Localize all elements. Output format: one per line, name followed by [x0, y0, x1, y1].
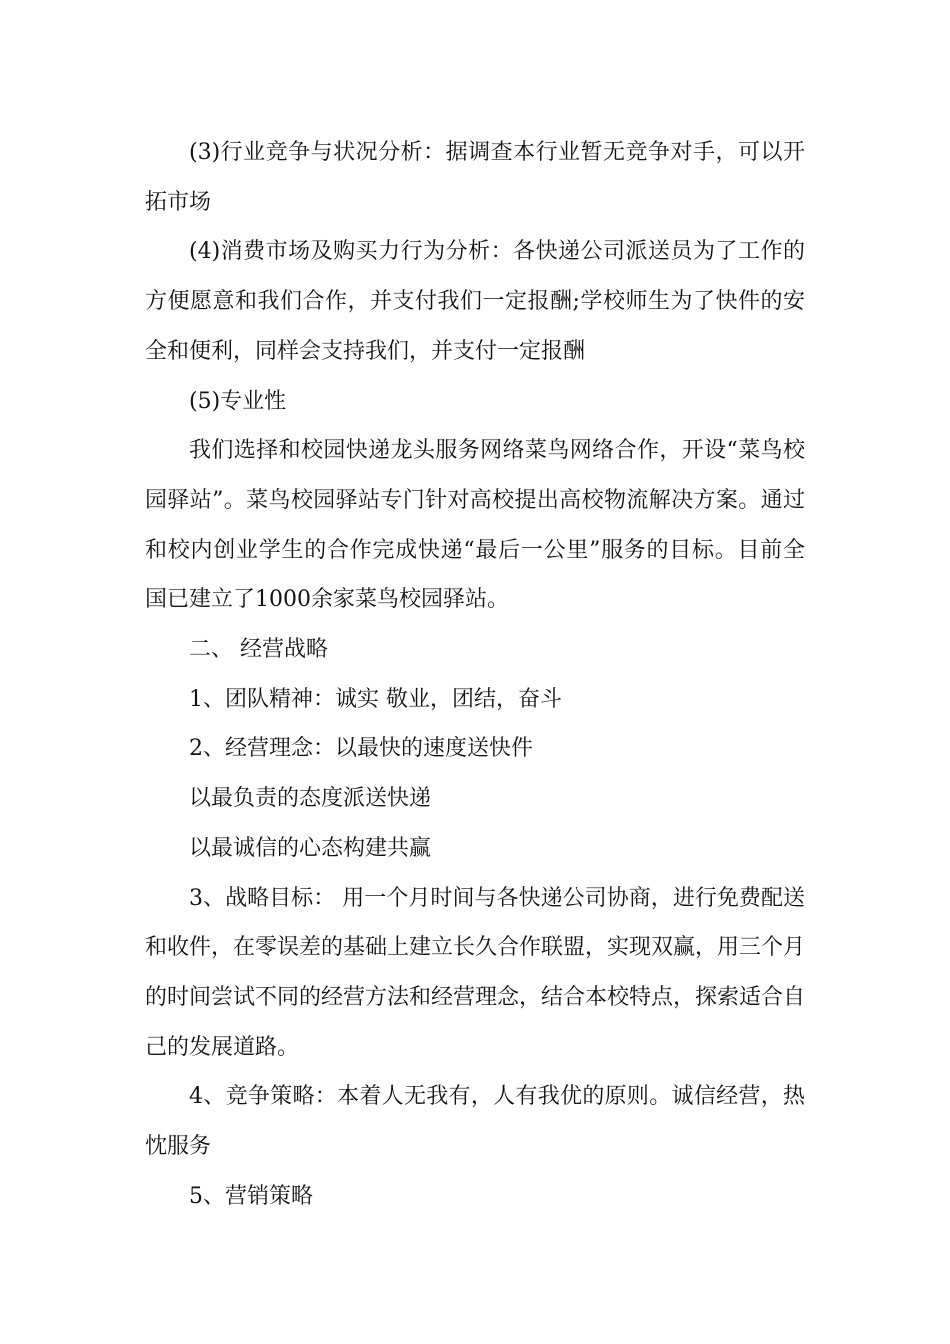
paragraph-business-philosophy: 2、经营理念：以最快的速度送快件	[189, 736, 533, 762]
document-body	[145, 128, 805, 1221]
paragraph-consumer-market: (4)消费市场及购买力行为分析：各快递公司派送员为了工作的方便愿意和我们合作，并支付我们一定报酬;学校师生为了快件的安全和便利，同样会支持我们，并支付一定报酬	[145, 239, 805, 364]
paragraph-strategic-goals: 3、战略目标： 用一个月时间与各快递公司协商，进行免费配送和收件，在零误差的基础上建立长久合作联盟，实现双赢，用三个月的时间尝试不同的经营方法和经营理念，结合本校特点，探索适合自己的发展道路。	[145, 885, 806, 1060]
paragraph-competition-strategy: 4、竞争策略：本着人无我有，人有我优的原则。诚信经营，热忱服务	[145, 1084, 805, 1160]
paragraph-cainiao-cooperation: 我们选择和校园快递龙头服务网络菜鸟网络合作，开设“菜鸟校园驿站”。菜鸟校园驿站专门针对高校提出高校物流解决方案。通过和校内创业学生的合作完成快递“最后一公里”服务的目标。目前全国已建立了1000余家菜鸟校园驿站。	[145, 438, 805, 613]
section-heading-business-strategy: 二、 经营战略	[189, 637, 328, 663]
paragraph-industry-competition: (3)行业竞争与状况分析：据调查本行业暂无竞争对手，可以开拓市场	[145, 140, 805, 215]
paragraph-philosophy-line-3: 以最诚信的心态构建共赢	[189, 835, 432, 861]
paragraph-professionalism-heading: (5)专业性	[189, 388, 287, 414]
paragraph-team-spirit: 1、团队精神：诚实 敬业，团结，奋斗	[189, 686, 562, 712]
paragraph-marketing-strategy: 5、营销策略	[189, 1183, 313, 1209]
paragraph-philosophy-line-2: 以最负责的态度派送快递	[189, 786, 432, 812]
